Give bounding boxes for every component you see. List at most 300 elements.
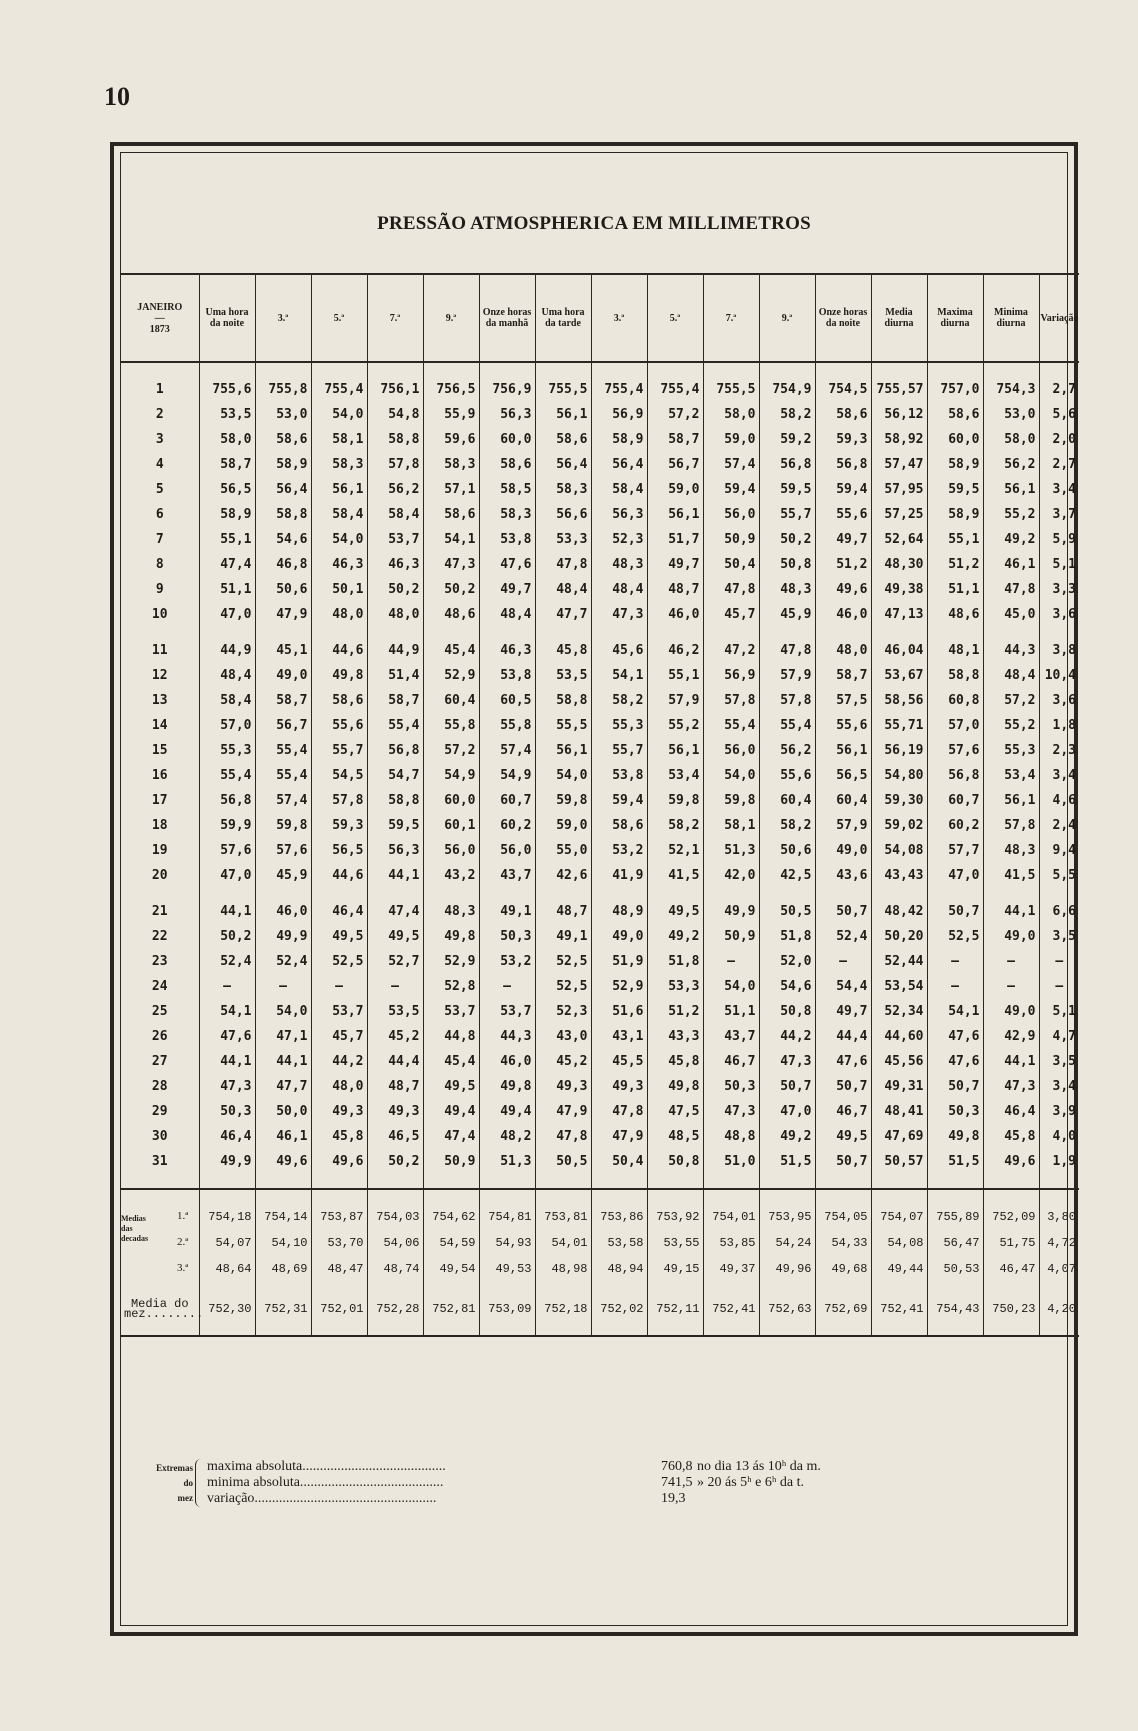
value-cell: 58,6: [535, 427, 591, 452]
value-cell: 45,4: [423, 638, 479, 663]
value-cell: 48,5: [647, 1124, 703, 1149]
value-cell: 55,7: [591, 738, 647, 763]
value-cell: 47,0: [759, 1099, 815, 1124]
value-cell: 58,3: [311, 452, 367, 477]
pressure-table: [121, 273, 1079, 1337]
day-cell: 8: [155, 557, 164, 572]
value-cell: 51,3: [703, 838, 759, 863]
day-cell: 13: [151, 693, 168, 708]
value-cell: 49,5: [815, 1124, 871, 1149]
table-row: [121, 638, 1079, 663]
value-cell: 51,75: [983, 1230, 1039, 1256]
value-cell: 60,5: [479, 688, 535, 713]
value-cell: 56,0: [703, 738, 759, 763]
value-cell: 55,4: [199, 763, 255, 788]
value-cell: 56,1: [647, 738, 703, 763]
value-cell: 50,1: [311, 577, 367, 602]
value-cell: 56,5: [815, 763, 871, 788]
value-cell: 58,6: [927, 402, 983, 427]
value-cell: 53,7: [423, 999, 479, 1024]
day-cell: 2: [155, 407, 164, 422]
day-cell: 20: [151, 868, 168, 883]
value-cell: 59,3: [815, 427, 871, 452]
value-cell: 59,2: [759, 427, 815, 452]
value-cell: 49,0: [255, 663, 311, 688]
value-cell: 56,1: [311, 477, 367, 502]
spacer-row: [121, 1174, 1079, 1189]
value-cell: 56,7: [647, 452, 703, 477]
value-cell: 60,7: [927, 788, 983, 813]
value-cell: 42,9: [983, 1024, 1039, 1049]
value-cell: 56,4: [591, 452, 647, 477]
value-cell: 58,0: [983, 427, 1039, 452]
value-cell: 52,8: [423, 974, 479, 999]
value-cell: 53,0: [983, 402, 1039, 427]
value-cell: 752,41: [703, 1293, 759, 1325]
value-cell: 50,2: [199, 924, 255, 949]
value-cell: 53,7: [367, 527, 423, 552]
value-cell: 48,4: [479, 602, 535, 627]
value-cell: 52,9: [423, 663, 479, 688]
value-cell: —: [479, 974, 535, 999]
value-cell: 57,5: [815, 688, 871, 713]
value-cell: 752,41: [871, 1293, 927, 1325]
value-cell: 55,4: [255, 738, 311, 763]
value-cell: 49,6: [815, 577, 871, 602]
value-cell: 44,9: [367, 638, 423, 663]
value-cell: 4,0: [1039, 1124, 1079, 1149]
value-cell: 754,3: [983, 377, 1039, 402]
value-cell: 47,1: [255, 1024, 311, 1049]
value-cell: 45,8: [311, 1124, 367, 1149]
value-cell: 59,9: [199, 813, 255, 838]
table-row: [121, 577, 1079, 602]
column-header: Minima diurna: [983, 274, 1039, 362]
value-cell: 54,5: [311, 763, 367, 788]
value-cell: 58,4: [591, 477, 647, 502]
value-cell: 60,2: [927, 813, 983, 838]
value-cell: 50,9: [423, 1149, 479, 1174]
value-cell: 754,62: [423, 1204, 479, 1230]
value-cell: 56,8: [199, 788, 255, 813]
value-cell: 49,3: [367, 1099, 423, 1124]
value-cell: 60,0: [479, 427, 535, 452]
value-cell: 752,63: [759, 1293, 815, 1325]
value-cell: 48,8: [703, 1124, 759, 1149]
day-cell: 18: [151, 818, 168, 833]
value-cell: 54,0: [703, 763, 759, 788]
value-cell: 56,8: [759, 452, 815, 477]
value-cell: 51,5: [759, 1149, 815, 1174]
value-cell: 49,3: [535, 1074, 591, 1099]
value-cell: 48,41: [871, 1099, 927, 1124]
value-cell: 57,9: [759, 663, 815, 688]
value-cell: 49,53: [479, 1256, 535, 1282]
value-cell: 48,94: [591, 1256, 647, 1282]
value-cell: 44,1: [255, 1049, 311, 1074]
value-cell: 54,1: [591, 663, 647, 688]
value-cell: 44,6: [311, 638, 367, 663]
value-cell: 5,1: [1039, 552, 1079, 577]
value-cell: 47,4: [199, 552, 255, 577]
day-cell: 9: [155, 582, 164, 597]
value-cell: 47,7: [535, 602, 591, 627]
value-cell: 3,5: [1039, 1049, 1079, 1074]
value-cell: 56,1: [983, 788, 1039, 813]
value-cell: 58,2: [759, 402, 815, 427]
day-cell: 29: [151, 1104, 168, 1119]
value-cell: 48,0: [311, 602, 367, 627]
value-cell: 42,6: [535, 863, 591, 888]
value-cell: 50,7: [815, 1074, 871, 1099]
table-row: [121, 402, 1079, 427]
value-cell: 54,10: [255, 1230, 311, 1256]
value-cell: 754,14: [255, 1204, 311, 1230]
value-cell: 58,7: [367, 688, 423, 713]
value-cell: 47,8: [591, 1099, 647, 1124]
value-cell: 55,1: [647, 663, 703, 688]
day-cell: 21: [151, 904, 168, 919]
closing-row: [121, 1325, 1079, 1336]
value-cell: 60,0: [423, 788, 479, 813]
value-cell: 49,0: [815, 838, 871, 863]
value-cell: 46,4: [199, 1124, 255, 1149]
extremas-row: maxima absoluta......................................... 760,8 no dia 13 ás 10ʰ da m.: [207, 1459, 821, 1474]
value-cell: 60,4: [815, 788, 871, 813]
value-cell: 56,1: [647, 502, 703, 527]
value-cell: 59,6: [423, 427, 479, 452]
value-cell: 55,2: [983, 502, 1039, 527]
value-cell: 753,86: [591, 1204, 647, 1230]
value-cell: 48,69: [255, 1256, 311, 1282]
value-cell: 58,7: [815, 663, 871, 688]
value-cell: 50,6: [759, 838, 815, 863]
value-cell: 48,0: [815, 638, 871, 663]
value-cell: 48,3: [759, 577, 815, 602]
value-cell: 41,9: [591, 863, 647, 888]
day-cell: 5: [155, 482, 164, 497]
value-cell: 752,11: [647, 1293, 703, 1325]
value-cell: —: [927, 949, 983, 974]
value-cell: 46,3: [311, 552, 367, 577]
day-cell: 25: [151, 1004, 168, 1019]
value-cell: 53,67: [871, 663, 927, 688]
day-cell: 10: [151, 607, 168, 622]
value-cell: 51,0: [703, 1149, 759, 1174]
value-cell: 757,0: [927, 377, 983, 402]
extremas-row: variação.................................................... 19,3: [207, 1491, 686, 1506]
value-cell: 49,7: [479, 577, 535, 602]
value-cell: 53,0: [255, 402, 311, 427]
value-cell: 59,8: [647, 788, 703, 813]
table-row: [121, 863, 1079, 888]
value-cell: 54,06: [367, 1230, 423, 1256]
value-cell: 59,02: [871, 813, 927, 838]
value-cell: 50,0: [255, 1099, 311, 1124]
value-cell: 48,4: [535, 577, 591, 602]
value-cell: 44,9: [199, 638, 255, 663]
table-row: [121, 527, 1079, 552]
value-cell: 48,64: [199, 1256, 255, 1282]
table-row: [121, 838, 1079, 863]
value-cell: 56,1: [535, 738, 591, 763]
value-cell: 50,7: [927, 899, 983, 924]
value-cell: 58,1: [311, 427, 367, 452]
value-cell: 50,7: [815, 899, 871, 924]
value-cell: 3,9: [1039, 1099, 1079, 1124]
value-cell: 58,0: [199, 427, 255, 452]
value-cell: 3,4: [1039, 477, 1079, 502]
value-cell: 756,5: [423, 377, 479, 402]
value-cell: 57,6: [199, 838, 255, 863]
value-cell: 45,9: [255, 863, 311, 888]
value-cell: 52,34: [871, 999, 927, 1024]
column-header: 3.ª: [255, 274, 311, 362]
value-cell: 56,2: [983, 452, 1039, 477]
value-cell: 57,0: [927, 713, 983, 738]
value-cell: 50,57: [871, 1149, 927, 1174]
value-cell: 48,6: [927, 602, 983, 627]
value-cell: 48,7: [535, 899, 591, 924]
value-cell: 49,8: [423, 924, 479, 949]
value-cell: 47,7: [255, 1074, 311, 1099]
extremas-side-label: Extremas do mez: [156, 1463, 193, 1503]
header-row: [121, 274, 1079, 362]
value-cell: 47,3: [703, 1099, 759, 1124]
value-cell: 58,4: [311, 502, 367, 527]
value-cell: 56,4: [255, 477, 311, 502]
value-cell: 51,8: [759, 924, 815, 949]
value-cell: 755,6: [199, 377, 255, 402]
value-cell: 57,47: [871, 452, 927, 477]
value-cell: 49,44: [871, 1256, 927, 1282]
value-cell: 44,3: [479, 1024, 535, 1049]
value-cell: 55,4: [759, 713, 815, 738]
value-cell: 57,2: [647, 402, 703, 427]
value-cell: 47,5: [647, 1099, 703, 1124]
value-cell: 48,1: [927, 638, 983, 663]
value-cell: 58,56: [871, 688, 927, 713]
value-cell: 752,01: [311, 1293, 367, 1325]
value-cell: 52,5: [535, 974, 591, 999]
value-cell: 44,1: [367, 863, 423, 888]
value-cell: 2,0: [1039, 427, 1079, 452]
value-cell: 753,87: [311, 1204, 367, 1230]
value-cell: 54,9: [423, 763, 479, 788]
value-cell: 49,5: [311, 924, 367, 949]
value-cell: 46,4: [311, 899, 367, 924]
value-cell: 47,3: [199, 1074, 255, 1099]
value-cell: 51,3: [479, 1149, 535, 1174]
value-cell: 52,4: [199, 949, 255, 974]
table-row: [121, 713, 1079, 738]
value-cell: —: [983, 949, 1039, 974]
value-cell: 57,8: [703, 688, 759, 713]
value-cell: 57,1: [423, 477, 479, 502]
value-cell: 48,74: [367, 1256, 423, 1282]
value-cell: 47,2: [703, 638, 759, 663]
value-cell: 55,8: [423, 713, 479, 738]
value-cell: 752,28: [367, 1293, 423, 1325]
value-cell: 56,6: [535, 502, 591, 527]
value-cell: 48,98: [535, 1256, 591, 1282]
value-cell: 55,9: [423, 402, 479, 427]
value-cell: 57,9: [647, 688, 703, 713]
value-cell: 753,81: [535, 1204, 591, 1230]
value-cell: 44,4: [367, 1049, 423, 1074]
value-cell: 3,3: [1039, 577, 1079, 602]
value-cell: 9,4: [1039, 838, 1079, 863]
value-cell: 54,0: [311, 402, 367, 427]
column-header: Uma hora da noite: [199, 274, 255, 362]
value-cell: 46,1: [983, 552, 1039, 577]
value-cell: 48,6: [423, 602, 479, 627]
value-cell: 58,8: [535, 688, 591, 713]
value-cell: 52,0: [759, 949, 815, 974]
value-cell: 52,7: [367, 949, 423, 974]
value-cell: 57,6: [927, 738, 983, 763]
value-cell: —: [311, 974, 367, 999]
day-cell: 4: [155, 457, 164, 472]
value-cell: 46,4: [983, 1099, 1039, 1124]
value-cell: 55,2: [983, 713, 1039, 738]
value-cell: 55,7: [759, 502, 815, 527]
value-cell: 47,3: [591, 602, 647, 627]
value-cell: 59,30: [871, 788, 927, 813]
value-cell: 50,2: [367, 1149, 423, 1174]
value-cell: 58,6: [423, 502, 479, 527]
value-cell: 52,5: [311, 949, 367, 974]
value-cell: 49,8: [927, 1124, 983, 1149]
value-cell: 51,1: [927, 577, 983, 602]
decade-number: 3.ª: [177, 1262, 189, 1274]
value-cell: 52,5: [927, 924, 983, 949]
value-cell: 752,31: [255, 1293, 311, 1325]
value-cell: 51,2: [927, 552, 983, 577]
value-cell: 53,70: [311, 1230, 367, 1256]
value-cell: 3,5: [1039, 924, 1079, 949]
value-cell: 44,3: [983, 638, 1039, 663]
spacer-row: [121, 362, 1079, 377]
value-cell: 46,47: [983, 1256, 1039, 1282]
value-cell: 44,4: [815, 1024, 871, 1049]
value-cell: 46,0: [815, 602, 871, 627]
day-cell: 1: [155, 382, 164, 397]
value-cell: 58,8: [367, 427, 423, 452]
value-cell: 755,89: [927, 1204, 983, 1230]
value-cell: 47,0: [927, 863, 983, 888]
value-cell: 754,5: [815, 377, 871, 402]
value-cell: 58,6: [255, 427, 311, 452]
value-cell: 5,6: [1039, 402, 1079, 427]
day-cell: 30: [151, 1129, 168, 1144]
decade-number: 1.ª: [177, 1210, 189, 1222]
value-cell: —: [367, 974, 423, 999]
value-cell: 54,6: [759, 974, 815, 999]
extremas-brace: [195, 1459, 204, 1507]
value-cell: 58,6: [311, 688, 367, 713]
value-cell: 53,2: [479, 949, 535, 974]
value-cell: 47,9: [591, 1124, 647, 1149]
value-cell: 44,1: [983, 899, 1039, 924]
value-cell: 56,5: [311, 838, 367, 863]
decade-row: [121, 1230, 1079, 1256]
value-cell: 753,95: [759, 1204, 815, 1230]
value-cell: 51,7: [647, 527, 703, 552]
value-cell: 49,8: [311, 663, 367, 688]
table-row: [121, 688, 1079, 713]
value-cell: 53,7: [311, 999, 367, 1024]
value-cell: 55,7: [311, 738, 367, 763]
value-cell: 51,2: [815, 552, 871, 577]
value-cell: 46,2: [647, 638, 703, 663]
value-cell: 51,5: [927, 1149, 983, 1174]
value-cell: 753,92: [647, 1204, 703, 1230]
value-cell: 50,8: [759, 999, 815, 1024]
value-cell: 58,4: [199, 688, 255, 713]
value-cell: 55,2: [647, 713, 703, 738]
value-cell: 45,6: [591, 638, 647, 663]
value-cell: 56,2: [759, 738, 815, 763]
value-cell: 56,0: [703, 502, 759, 527]
value-cell: 57,7: [927, 838, 983, 863]
value-cell: 49,8: [647, 1074, 703, 1099]
value-cell: 54,7: [367, 763, 423, 788]
value-cell: 54,07: [199, 1230, 255, 1256]
value-cell: 49,6: [983, 1149, 1039, 1174]
value-cell: 5,9: [1039, 527, 1079, 552]
value-cell: 58,8: [367, 788, 423, 813]
value-cell: 50,4: [703, 552, 759, 577]
table-row: [121, 602, 1079, 627]
table-row: [121, 813, 1079, 838]
value-cell: 58,3: [423, 452, 479, 477]
value-cell: 57,25: [871, 502, 927, 527]
value-cell: 752,69: [815, 1293, 871, 1325]
value-cell: 56,9: [591, 402, 647, 427]
value-cell: 53,54: [871, 974, 927, 999]
value-cell: 3,6: [1039, 688, 1079, 713]
day-cell: 16: [151, 768, 168, 783]
value-cell: 50,6: [255, 577, 311, 602]
value-cell: 55,1: [927, 527, 983, 552]
value-cell: 41,5: [983, 863, 1039, 888]
value-cell: 3,7: [1039, 502, 1079, 527]
value-cell: 50,7: [759, 1074, 815, 1099]
value-cell: 52,5: [535, 949, 591, 974]
value-cell: 4,72: [1039, 1230, 1079, 1256]
value-cell: 53,85: [703, 1230, 759, 1256]
value-cell: 47,3: [983, 1074, 1039, 1099]
value-cell: 53,3: [647, 974, 703, 999]
value-cell: 56,8: [927, 763, 983, 788]
table-row: [121, 738, 1079, 763]
value-cell: 55,4: [367, 713, 423, 738]
value-cell: 50,9: [703, 924, 759, 949]
value-cell: 755,4: [591, 377, 647, 402]
value-cell: 46,0: [255, 899, 311, 924]
value-cell: 755,5: [535, 377, 591, 402]
value-cell: 48,42: [871, 899, 927, 924]
value-cell: 49,68: [815, 1256, 871, 1282]
value-cell: 47,8: [983, 577, 1039, 602]
value-cell: 49,4: [423, 1099, 479, 1124]
value-cell: 54,0: [311, 527, 367, 552]
value-cell: 56,0: [479, 838, 535, 863]
value-cell: 52,3: [591, 527, 647, 552]
separator-row: [121, 1189, 1079, 1204]
value-cell: 44,8: [423, 1024, 479, 1049]
